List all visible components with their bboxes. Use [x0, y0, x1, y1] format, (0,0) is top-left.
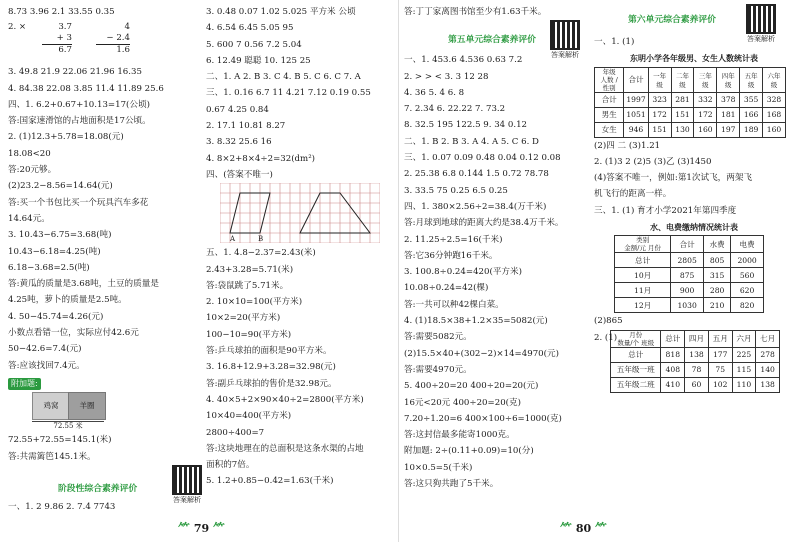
cell: 115: [732, 362, 756, 377]
cell: 323: [648, 92, 671, 107]
tree-icon: ⺮: [595, 521, 608, 535]
line: 答:买一个书包比买一个玩具汽车多花: [8, 197, 149, 208]
stage-banner-title: 阶段性综合素养评价: [58, 483, 138, 494]
corner-top: 类别: [636, 236, 650, 245]
point-b-label: B: [258, 235, 264, 244]
line: 7. 2.34 6. 22.22 7. 73.2: [404, 104, 506, 115]
header-cell: 水费: [704, 236, 731, 253]
cell: 五年级二班: [611, 377, 661, 392]
line: 2. 25.38 6.8 0.144 1.5 0.72 78.78: [404, 169, 549, 180]
line: 2800÷400=7: [206, 427, 265, 438]
vertical-calc: [8, 20, 198, 64]
cell: 160: [763, 122, 786, 137]
fujia-figure: [8, 392, 198, 432]
class-stats-table: [610, 330, 780, 393]
cell: 281: [671, 92, 694, 107]
cell: 男生: [595, 107, 624, 122]
table2-title: 水、电费缴纳情况统计表: [650, 222, 738, 233]
cell: 151: [648, 122, 671, 137]
line: 100−10=90(平方米): [206, 329, 292, 340]
cell: 75: [708, 362, 732, 377]
line: 2. (1)12.3+5.78=18.08(元): [8, 132, 124, 143]
line: (2)四 二 (3)1.21: [594, 140, 661, 151]
line: 6.18−3.68=2.5(吨): [8, 262, 90, 273]
page-number-right: [560, 519, 607, 536]
qr-code: [172, 465, 202, 505]
header-cell: 合计: [624, 67, 648, 92]
table-corner: [615, 236, 671, 253]
line: (2)15.5×40+(302−2)×14=4970(元): [404, 348, 559, 359]
line: 二、1. B 2. B 3. A 4. A 5. C 6. D: [404, 136, 539, 147]
line: 16元<20元 400÷20=20(克): [404, 397, 521, 408]
line: 附加题: 2÷(0.11+0.09)=10(分): [404, 446, 534, 457]
line: 答:一共可以种42棵白菜。: [404, 299, 504, 310]
line: 面积的7倍。: [206, 460, 255, 471]
sheep-pen: 羊圈: [68, 392, 106, 420]
line: 答:副乒乓球拍的售价是32.98元。: [206, 378, 337, 389]
qr-icon: [172, 465, 202, 495]
line: 4.25吨，萝卜的质量是2.5吨。: [8, 295, 127, 306]
table-corner: [611, 330, 661, 347]
cell: 805: [704, 253, 731, 268]
header-cell: 六月: [732, 330, 756, 347]
line: 0.67 4.25 0.84: [206, 104, 269, 115]
table-row: [611, 330, 780, 347]
line: 三、1. 0.16 6.7 11 4.21 7.12 0.19 0.55: [206, 88, 371, 99]
line: 四、1. 380×2.56÷2=38.4(万千米): [404, 201, 547, 212]
calc-a-2: + 3: [42, 33, 72, 45]
cell: 10月: [615, 268, 671, 283]
line: 4. 50−45.74=4.26(元): [8, 311, 104, 322]
line: (2)865: [594, 316, 623, 327]
grid-svg: [220, 183, 380, 243]
stage-banner: [8, 465, 201, 504]
line: 小数点看错一位，实际应付42.6元: [8, 328, 139, 339]
line: 4. 84.38 22.08 3.85 11.4 11.89 25.6: [8, 83, 164, 94]
corner-bottom: 人数 / 性别: [600, 75, 618, 92]
line: 答:需要4970元。: [404, 364, 472, 375]
line: (4)答案不唯一，例如:第1次试飞，两架飞: [594, 173, 753, 184]
cell: 900: [671, 283, 704, 298]
line: 10×0.5=5(千米): [404, 462, 473, 473]
table-row: [611, 362, 780, 377]
unit5-banner: [404, 20, 590, 60]
line: 5. 400÷20=20 400÷20=20(元): [404, 381, 539, 392]
column-4: [594, 4, 794, 393]
cell: 818: [661, 347, 685, 362]
cell: 11月: [615, 283, 671, 298]
cell: 172: [648, 107, 671, 122]
cell: 138: [756, 377, 780, 392]
cell: 166: [740, 107, 763, 122]
line: 6. 12.49 聪聪 10. 125 25: [206, 55, 311, 66]
cell: 168: [763, 107, 786, 122]
cell: 197: [717, 122, 740, 137]
cell: 160: [694, 122, 717, 137]
header-cell: 四年级: [717, 67, 740, 92]
cell: 60: [685, 377, 709, 392]
cell: 408: [661, 362, 685, 377]
line: 答:袋鼠跳了5.71米。: [206, 280, 289, 291]
calc-b: [96, 22, 130, 56]
cell: 合计: [595, 92, 624, 107]
cell: 1997: [624, 92, 648, 107]
table-row: [615, 253, 764, 268]
line: 一、1. (1): [594, 37, 635, 47]
table-row: [611, 347, 780, 362]
grade-stats-table: [594, 67, 786, 138]
cell: 172: [694, 107, 717, 122]
fujia-tag: 附加题:: [8, 378, 41, 390]
tree-icon: ⺮: [178, 521, 191, 535]
cell: 五年级一班: [611, 362, 661, 377]
line: 3. 0.48 0.07 1.02 5.025 平方米 公顷: [206, 7, 356, 17]
cell: 328: [763, 92, 786, 107]
tree-icon: ⺮: [560, 521, 573, 535]
cell: 2000: [731, 253, 764, 268]
calc-a: [42, 22, 72, 56]
cell: 140: [756, 362, 780, 377]
cell: 151: [671, 107, 694, 122]
table-corner: [595, 67, 624, 92]
line: 5. 600 7 0.56 7.2 5.04: [206, 39, 302, 50]
line: 4. 8×2+8×4÷2=32(dm²): [206, 153, 316, 164]
cell: 332: [694, 92, 717, 107]
cell: 总计: [615, 253, 671, 268]
line: 2. > > < 3. 3 12 28: [404, 71, 489, 82]
qr-label: 答案解析: [551, 51, 579, 60]
line: 答:需要5082元。: [404, 332, 472, 343]
cell: 315: [704, 268, 731, 283]
line: 5. 1.2+0.85−0.42=1.63(千米): [206, 476, 334, 487]
table-row: [595, 107, 786, 122]
table-row: [615, 283, 764, 298]
line: 答:丁丁家离图书馆至少有1.63千米。: [404, 7, 547, 17]
cell: 820: [731, 298, 764, 313]
cell: 12月: [615, 298, 671, 313]
qr-code: [550, 20, 580, 60]
table-row: [615, 268, 764, 283]
line: 2.43+3.28=5.71(米): [206, 264, 294, 275]
cell: 2805: [671, 253, 704, 268]
corner-top: 月份: [629, 330, 643, 339]
line: 3. 33.5 75 0.25 6.5 0.25: [404, 185, 508, 196]
calc-b-3: 1.6: [116, 45, 130, 56]
column-3: [404, 4, 590, 492]
line: 4. 36 5. 4 6. 8: [404, 87, 465, 98]
line: 18.08<20: [8, 148, 51, 159]
table-row: [611, 377, 780, 392]
cell: 280: [704, 283, 731, 298]
unit5-title: 第五单元综合素养评价: [448, 35, 536, 46]
calc-b-2: − 2.4: [96, 33, 130, 45]
qr-label: 答案解析: [747, 35, 775, 43]
cell: 女生: [595, 122, 624, 137]
header-cell: 三年级: [694, 67, 717, 92]
page-number-right-value: 80: [575, 522, 592, 535]
page-number-left-value: 79: [193, 522, 210, 535]
qr-icon: [550, 20, 580, 50]
header-cell: 一年级: [648, 67, 671, 92]
page-gutter: [398, 0, 399, 542]
chicken-coop: 鸡窝: [32, 392, 70, 420]
corner-bottom: 金额/元 月份: [624, 244, 661, 253]
line: 3. 49.8 21.9 22.06 21.96 16.35: [8, 67, 142, 78]
cell: 181: [717, 107, 740, 122]
line: 答:应该找回7.4元。: [8, 360, 85, 371]
line: 72.55+72.55=145.1(米): [8, 435, 112, 446]
line: 50−42.6=7.4(元): [8, 344, 82, 355]
qr-icon: [746, 4, 776, 34]
header-cell: 四月: [685, 330, 709, 347]
line: 7.20÷1.20=6 400×100÷6=1000(克): [404, 413, 562, 424]
header-cell: 总计: [661, 330, 685, 347]
cell: 1051: [624, 107, 648, 122]
tree-icon: ⺮: [213, 521, 226, 535]
line: 四、1. 6.2+0.67+10.13=17(公顷): [8, 99, 150, 110]
line: 机飞行的距离一样。: [594, 189, 672, 200]
line: 3. 100.8÷0.24=420(平方米): [404, 267, 522, 278]
column-2: [206, 4, 394, 490]
line: 2. 11.25÷2.5=16(千米): [404, 234, 503, 245]
cell: 278: [756, 347, 780, 362]
cell: 102: [708, 377, 732, 392]
line: 4. (1)18.5×38+1.2×35=5082(元): [404, 316, 548, 327]
cell: 110: [732, 377, 756, 392]
cell: 410: [661, 377, 685, 392]
line: 2. 10×10=100(平方米): [206, 297, 303, 308]
line: 答:这只狗共跑了5千米。: [404, 479, 499, 490]
cell: 225: [732, 347, 756, 362]
cell: 378: [717, 92, 740, 107]
line: 10.43−6.18=4.25(吨): [8, 246, 101, 257]
utility-fee-table: [614, 235, 764, 313]
cell: 130: [671, 122, 694, 137]
cell: 总计: [611, 347, 661, 362]
line: 答:它36分钟跑16千米。: [404, 250, 498, 261]
line: 答:共需篱笆145.1米。: [8, 451, 96, 462]
qr-code: [746, 4, 776, 44]
line: 二、1. A 2. B 3. C 4. B 5. C 6. C 7. A: [206, 72, 361, 83]
cell: 560: [731, 268, 764, 283]
line: 8.73 3.96 2.1 33.55 0.35: [8, 7, 115, 17]
line: 三、1. (1) 育才小学2021年第四季度: [594, 205, 737, 216]
line: 答:这封信最多能寄1000克。: [404, 430, 515, 441]
column-1: [8, 4, 201, 515]
line: 3. 16.8+12.9+3.28=32.98(元): [206, 362, 336, 373]
calc-a-1: 3.7: [58, 22, 72, 33]
line: 答:20元够。: [8, 165, 57, 176]
line: 答:这块地理在的总面积是这条水渠的占地: [206, 443, 364, 454]
cell: 78: [685, 362, 709, 377]
line: (2)23.2−8.56=14.64(元): [8, 181, 113, 192]
line: 五、1. 4.8−2.37=2.43(米): [206, 248, 316, 259]
point-a-label: A: [230, 235, 236, 244]
calc-b-1: 4: [124, 22, 130, 33]
table-row: [615, 298, 764, 313]
line: 三、1. 0.07 0.09 0.48 0.04 0.12 0.08: [404, 153, 561, 164]
line: 4. 6.54 6.45 5.05 95: [206, 23, 294, 34]
cell: 138: [685, 347, 709, 362]
line: 14.64元。: [8, 213, 50, 224]
cell: 177: [708, 347, 732, 362]
line: 3. 8.32 25.6 16: [206, 137, 272, 148]
calc-label: 2. ×: [8, 22, 27, 33]
line: 一、1. 453.6 4.536 0.63 7.2: [404, 55, 523, 66]
line: 3. 10.43−6.75=3.68(吨): [8, 230, 112, 241]
line: 2. (1): [594, 332, 618, 343]
line: 10.08÷0.24=42(棵): [404, 283, 489, 294]
corner-bottom: 数量/个 班级: [617, 338, 655, 347]
header-cell: 五年级: [740, 67, 763, 92]
fence-length: 72.55 米: [32, 421, 104, 431]
line: 8. 32.5 195 122.5 9. 34 0.12: [404, 120, 527, 131]
corner-top: 年级: [602, 67, 616, 76]
fujia-heading: [8, 376, 198, 392]
qr-label: 答案解析: [173, 495, 201, 504]
line: 答:乒乓球拍的面积是90平方米。: [206, 346, 332, 357]
header-cell: 五月: [708, 330, 732, 347]
line: 答:月球到地球的距离大约是38.4万千米。: [404, 218, 564, 229]
line: 答:黄瓜的质量是3.68吨，土豆的质量是: [8, 279, 159, 290]
cell: 355: [740, 92, 763, 107]
unit6-title: 第六单元综合素养评价: [628, 15, 716, 25]
cell: 189: [740, 122, 763, 137]
table-row: [595, 92, 786, 107]
table-row: [595, 67, 786, 92]
table-row: [615, 236, 764, 253]
line: 一、1. 2 9.86 2. 7.4 7743: [8, 501, 116, 512]
line: 答:国家速滑馆的占地面积是17公顷。: [8, 116, 151, 127]
header-cell: 七月: [756, 330, 780, 347]
table1-title: 东明小学各年级男、女生人数统计表: [630, 53, 758, 64]
line: 4. 40×5+2×90×40÷2=2800(平方米): [206, 394, 364, 405]
cell: 620: [731, 283, 764, 298]
header-cell: 电费: [731, 236, 764, 253]
line: 2. (1)3 2 (2)5 (3)乙 (3)1450: [594, 156, 712, 167]
line: 四、(答案不唯一): [206, 169, 273, 180]
page-number-left: [178, 519, 225, 536]
calc-a-3: 6.7: [58, 45, 72, 56]
header-cell: 六年级: [763, 67, 786, 92]
header-cell: 合计: [671, 236, 704, 253]
table-row: [595, 122, 786, 137]
header-cell: 二年级: [671, 67, 694, 92]
line: 10×40=400(平方米): [206, 411, 292, 422]
grid-figure: [206, 183, 394, 245]
line: 2. 17.1 10.81 8.27: [206, 121, 286, 132]
cell: 875: [671, 268, 704, 283]
cell: 210: [704, 298, 731, 313]
cell: 1030: [671, 298, 704, 313]
line: 10×2=20(平方米): [206, 313, 281, 324]
cell: 946: [624, 122, 648, 137]
